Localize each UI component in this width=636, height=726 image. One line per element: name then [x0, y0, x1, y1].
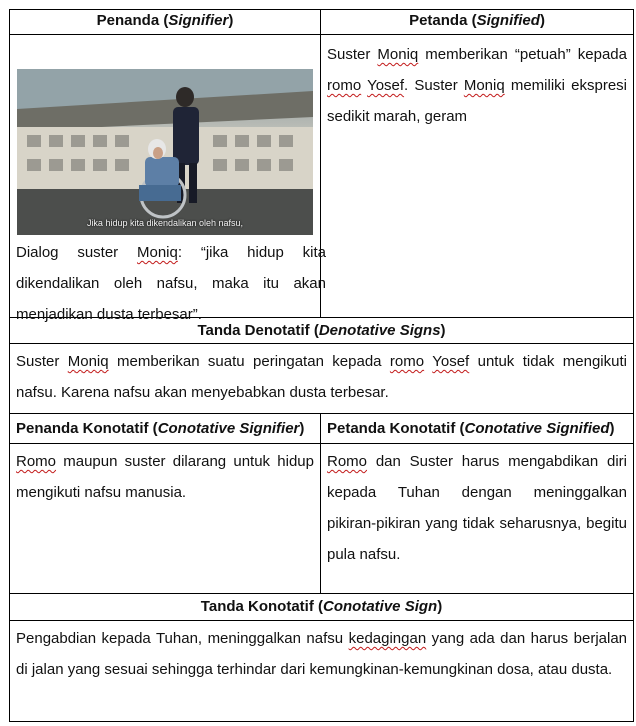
header-conotative-signified: Petanda Konotatif (Conotative Signified)	[327, 420, 615, 437]
header-conotative-signifier: Penanda Konotatif (Conotative Signifier)	[16, 420, 305, 437]
row-divider	[10, 443, 633, 444]
film-subtitle: Jika hidup kita dikendalikan oleh nafsu,	[86, 218, 244, 228]
row-divider	[10, 620, 633, 621]
header-signified: Petanda (Signified)	[409, 12, 545, 29]
header-denotative-sign: Tanda Denotatif (Denotative Signs)	[197, 322, 446, 339]
header-signifier: Penanda (Signifier)	[96, 12, 234, 29]
denotative-text: Suster Moniq memberikan suatu peringatan kepada romo Yosef untuk tidak mengikuti nafsu. Karena nafsu akan menyebabkan dusta terbesar.	[16, 353, 627, 401]
header-conotative-sign: Tanda Konotatif (Conotative Sign)	[200, 598, 443, 615]
conotative-signifier-text: Romo maupun suster dilarang untuk hidup mengikuti nafsu manusia.	[16, 453, 314, 501]
conotative-text: Pengabdian kepada Tuhan, meninggalkan nafsu kedagingan yang ada dan harus berjalan di jalan yang sesuai sehingga terhindar dari kemungkinan-kemungkinan dosa, atau dusta.	[16, 630, 628, 678]
dialog-text: Dialog suster Moniq: “jika hidup kita dikendalikan oleh nafsu, maka itu akan menjadikan dusta terbesar”.	[16, 244, 326, 323]
row-divider	[10, 343, 633, 344]
semiotic-analysis-table	[9, 9, 634, 722]
film-still-image	[17, 69, 313, 235]
signifier-cell	[10, 35, 326, 323]
film-scene-illustration	[17, 69, 313, 235]
signified-text: Suster Moniq memberikan “petuah” kepada romo Yosef. Suster Moniq memiliki ekspresi sedikit marah, geram	[327, 46, 627, 125]
conotative-signified-text: Romo dan Suster harus mengabdikan diri kepada Tuhan dengan meninggalkan pikiran-pikiran yang tidak seharusnya, begitu pula nafsu.	[327, 453, 627, 563]
